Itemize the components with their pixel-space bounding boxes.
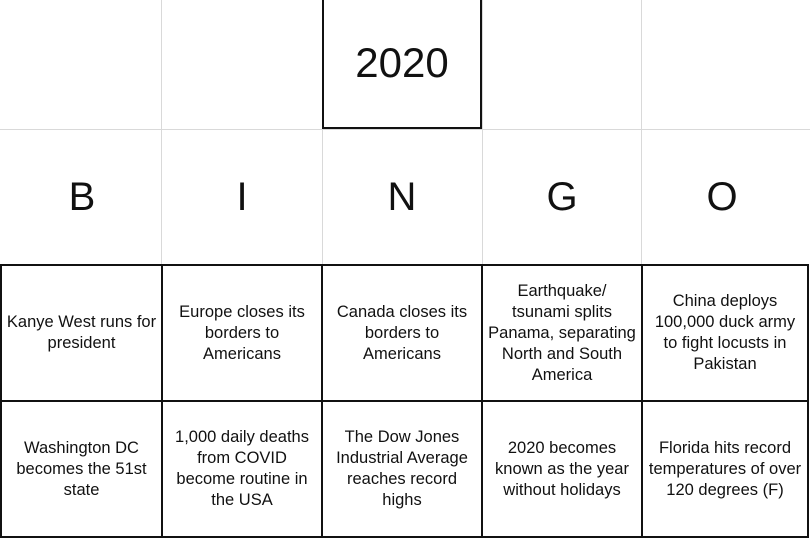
- bingo-header-row: [0, 130, 810, 265]
- header-letter-i: I: [236, 175, 248, 219]
- header-letter-o: O: [706, 175, 738, 219]
- bingo-cell[interactable]: Europe closes its borders to Americans: [163, 266, 323, 402]
- bingo-title: 2020: [322, 0, 482, 129]
- bingo-cell[interactable]: Earthquake/ tsunami splits Panama, separating North and South America: [483, 266, 643, 402]
- bingo-cell[interactable]: Kanye West runs for president: [0, 266, 163, 402]
- bingo-cell[interactable]: Washington DC becomes the 51st state: [0, 402, 163, 538]
- bingo-cell[interactable]: Florida hits record temperatures of over 120 degrees (F): [643, 402, 809, 538]
- header-letter-b: B: [68, 175, 96, 219]
- bingo-cell[interactable]: China deploys 100,000 duck army to fight locusts in Pakistan: [643, 266, 809, 402]
- bingo-grid: [0, 264, 809, 544]
- bingo-cell[interactable]: The Dow Jones Industrial Average reaches record highs: [323, 402, 483, 538]
- header-letter-n: N: [387, 175, 417, 219]
- bingo-cell[interactable]: Canada closes its borders to Americans: [323, 266, 483, 402]
- header-letter-g: G: [546, 175, 578, 219]
- bingo-cell[interactable]: 2020 becomes known as the year without holidays: [483, 402, 643, 538]
- bingo-cell[interactable]: 1,000 daily deaths from COVID become routine in the USA: [163, 402, 323, 538]
